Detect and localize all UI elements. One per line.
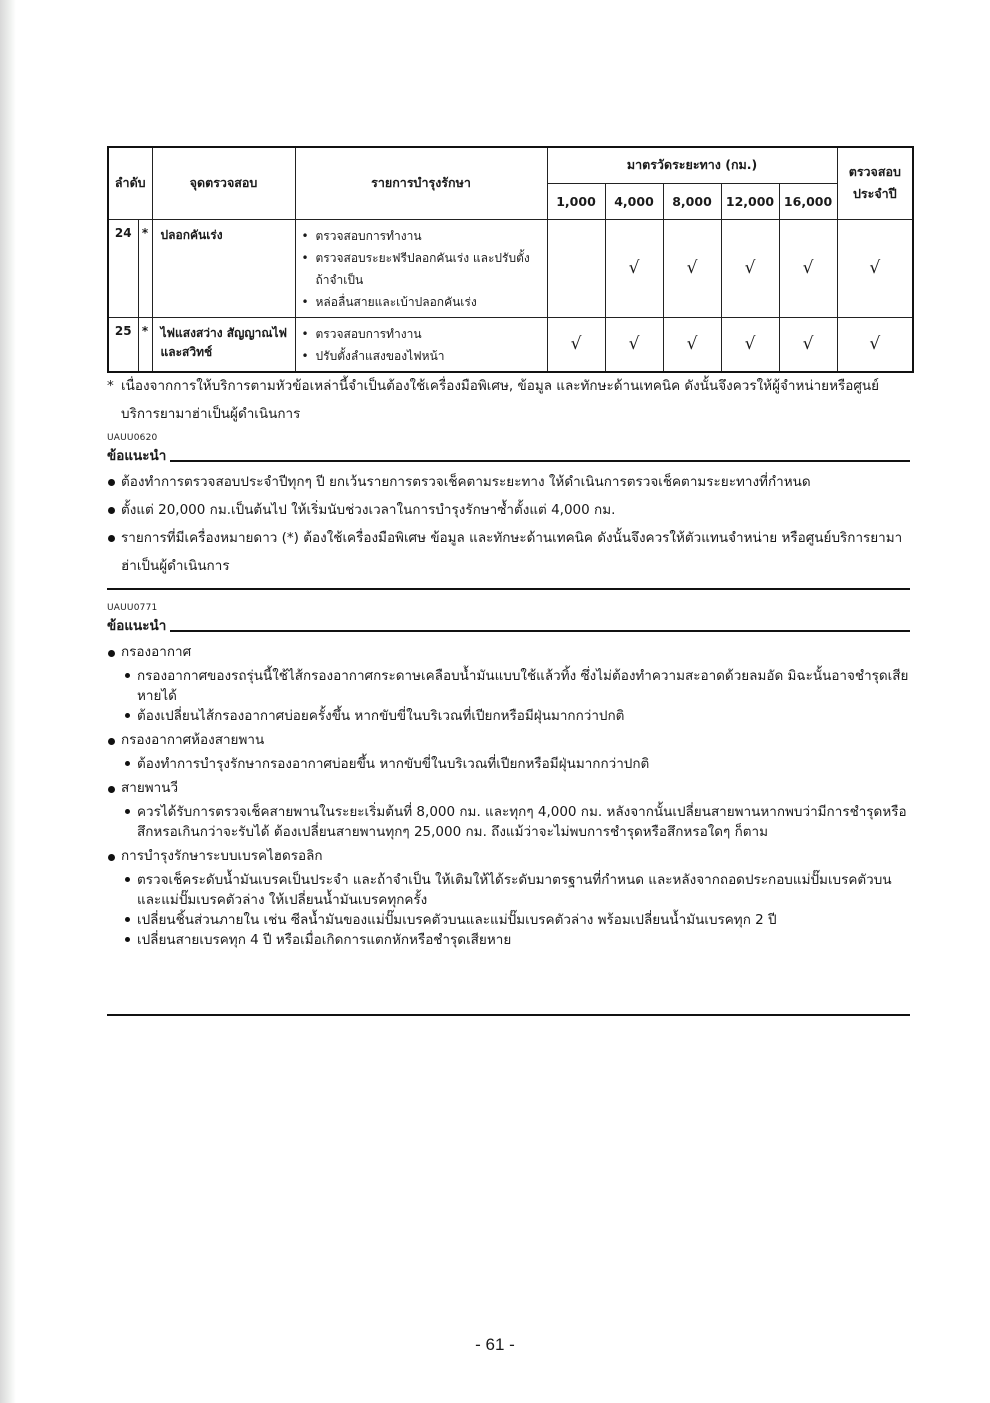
row-number: 25 [108,317,138,372]
page-number: - 61 - [475,1335,515,1354]
task-item: • ตรวจสอบการทำงาน [302,225,543,247]
footnote-text: เนื่องจากการให้บริการตามหัวข้อเหล่านี้จำเป็นต้องใช้เครื่องมือพิเศษ, ข้อมูล และทักษะด้านเทคนิค ดังนั้นจึงควรให้ผู้จำหน่ายหรือศูนย์บริการยามาฮ่าเป็นผู้ดำเนินการ [121,378,880,422]
table-row [108,219,913,317]
header-maintenance: รายการบำรุงรักษา [295,147,547,219]
check-mark-icon: √ [802,334,814,354]
advice-item: ตั้งแต่ 20,000 กม.เป็นต้นไป ให้เริ่มนับช่วงเวลาในการบำรุงรักษาซ้ำตั้งแต่ 4,000 กม. [107,496,912,524]
task-item: • ปรับตั้งลำแสงของไฟหน้า [302,345,543,367]
check-cell [837,219,913,317]
maintenance-table [107,146,914,373]
advice-sections [107,642,912,954]
advice-list [107,468,912,580]
advice-item: ตรวจเช็คระดับน้ำมันเบรคเป็นประจำ และถ้าจำเป็น ให้เติมให้ได้ระดับมาตรฐานที่กำหนด และหลังจากถอดประกอบแม่ปั๊มเบรคตัวบนและแม่ปั๊มเบรคตัวล่าง ให้เปลี่ยนน้ำมันเบรคทุกครั้ง [121,870,912,910]
task-item: • หล่อลื่นสายและเบ้าปลอกคันเร่ง [302,291,543,313]
advice-title: ข้อแนะนำ [107,618,167,634]
check-cell [837,317,913,372]
page-binding-shadow [0,0,16,1403]
check-mark-icon: √ [686,258,698,278]
check-mark-icon: √ [628,334,640,354]
section-code: UAUU0620 [107,433,158,443]
header-distance-8000: 8,000 [663,183,721,219]
advice-item: ต้องเปลี่ยนไส้กรองอากาศบ่อยครั้งขึ้น หากขับขี่ในบริเวณที่เปียกหรือมีฝุ่นมากกว่าปกติ [121,706,912,726]
header-order: ลำดับ [108,147,152,219]
task-item: • ตรวจสอบการทำงาน [302,323,543,345]
header-annual-line1: ตรวจสอบ [848,164,901,180]
check-mark-icon: √ [744,258,756,278]
header-checkpoint: จุดตรวจสอบ [152,147,295,219]
special-tool-star: * [138,219,152,317]
check-cell [547,219,605,317]
check-cell [779,219,837,317]
section-divider [107,588,910,590]
task-item: • ตรวจสอบระยะฟรีปลอกคันเร่ง และปรับตั้ง ถ้าจำเป็น [302,247,543,291]
check-cell [663,317,721,372]
header-distance-4000: 4,000 [605,183,663,219]
check-mark-icon: √ [744,334,756,354]
advice-section-belt-case-filter [107,730,912,774]
check-cell [663,219,721,317]
advice-section-hydraulic-brake [107,846,912,950]
maintenance-tasks [295,219,547,317]
special-tool-star: * [138,317,152,372]
advice-item: ควรได้รับการตรวจเช็คสายพานในระยะเริ่มต้นที่ 8,000 กม. และทุกๆ 4,000 กม. หลังจากนั้นเปลี่ยนสายพานหากพบว่ามีการชำรุดหรือสึกหรอเกินกว่าจะรับได้ ต้องเปลี่ยนสายพานทุกๆ 25,000 กม. ถึงแม้ว่าจะไม่พบการชำรุดหรือสึกหรอใดๆ ก็ตาม [121,802,912,842]
advice-section-air-filter [107,642,912,726]
table-footnote [107,372,907,428]
advice-item: รายการที่มีเครื่องหมายดาว (*) ต้องใช้เครื่องมือพิเศษ ข้อมูล และทักษะด้านเทคนิค ดังนั้นจึงควรให้ตัวแทนจำหน่าย หรือศูนย์บริการยามาฮ่าเป็นผู้ดำเนินการ [107,524,912,580]
advice-item: เปลี่ยนสายเบรคทุก 4 ปี หรือเมื่อเกิดการแตกหักหรือชำรุดเสียหาย [121,930,912,950]
heading-rule [170,630,910,632]
header-annual-line2: ประจำปี [853,186,897,202]
check-mark-icon: √ [570,334,582,354]
advice-item: ต้องทำการตรวจสอบประจำปีทุกๆ ปี ยกเว้นรายการตรวจเช็คตามระยะทาง ให้ดำเนินการตรวจเช็คตามระยะทางที่กำหนด [107,468,912,496]
advice-item: เปลี่ยนชิ้นส่วนภายใน เช่น ซีลน้ำมันของแม่ปั๊มเบรคตัวบนและแม่ปั๊มเบรคตัวล่าง พร้อมเปลี่ยนน้ำมันเบรคทุก 2 ปี [121,910,912,930]
advice-heading [107,446,910,464]
section-title: กรองอากาศห้องสายพาน [121,732,265,748]
section-code: UAUU0771 [107,603,158,613]
section-title: กรองอากาศ [121,644,192,660]
advice-title: ข้อแนะนำ [107,448,167,464]
check-cell [721,219,779,317]
advice-heading [107,616,910,634]
check-mark-icon: √ [686,334,698,354]
header-distance-group: มาตรวัดระยะทาง (กม.) [547,147,837,183]
check-mark-icon: √ [802,258,814,278]
row-number: 24 [108,219,138,317]
check-mark-icon: √ [628,258,640,278]
header-distance-12000: 12,000 [721,183,779,219]
header-annual [837,147,913,219]
check-cell [779,317,837,372]
checkpoint-name: ไฟแสงสว่าง สัญญาณไฟ และสวิทช์ [152,317,295,372]
maintenance-tasks [295,317,547,372]
header-distance-16000: 16,000 [779,183,837,219]
heading-rule [170,460,910,462]
check-mark-icon: √ [869,334,881,354]
section-title: การบำรุงรักษาระบบเบรคไฮดรอลิก [121,848,323,864]
checkpoint-name: ปลอกคันเร่ง [152,219,295,317]
check-cell [605,219,663,317]
table-row [108,317,913,372]
check-cell [547,317,605,372]
advice-item: ต้องทำการบำรุงรักษากรองอากาศบ่อยขึ้น หากขับขี่ในบริเวณที่เปียกหรือมีฝุ่นมากกว่าปกติ [121,754,912,774]
check-cell [605,317,663,372]
advice-item: กรองอากาศของรถรุ่นนี้ใช้ไส้กรองอากาศกระดาษเคลือบน้ำมันแบบใช้แล้วทิ้ง ซึ่งไม่ต้องทำความสะอาดด้วยลมอัด มิฉะนั้นอาจชำรุดเสียหายได้ [121,666,912,706]
footnote-star: * [107,378,114,394]
advice-section-v-belt [107,778,912,842]
section-title: สายพานวี [121,780,179,796]
check-mark-icon: √ [869,258,881,278]
check-cell [721,317,779,372]
section-divider [107,1014,910,1016]
header-distance-1000: 1,000 [547,183,605,219]
